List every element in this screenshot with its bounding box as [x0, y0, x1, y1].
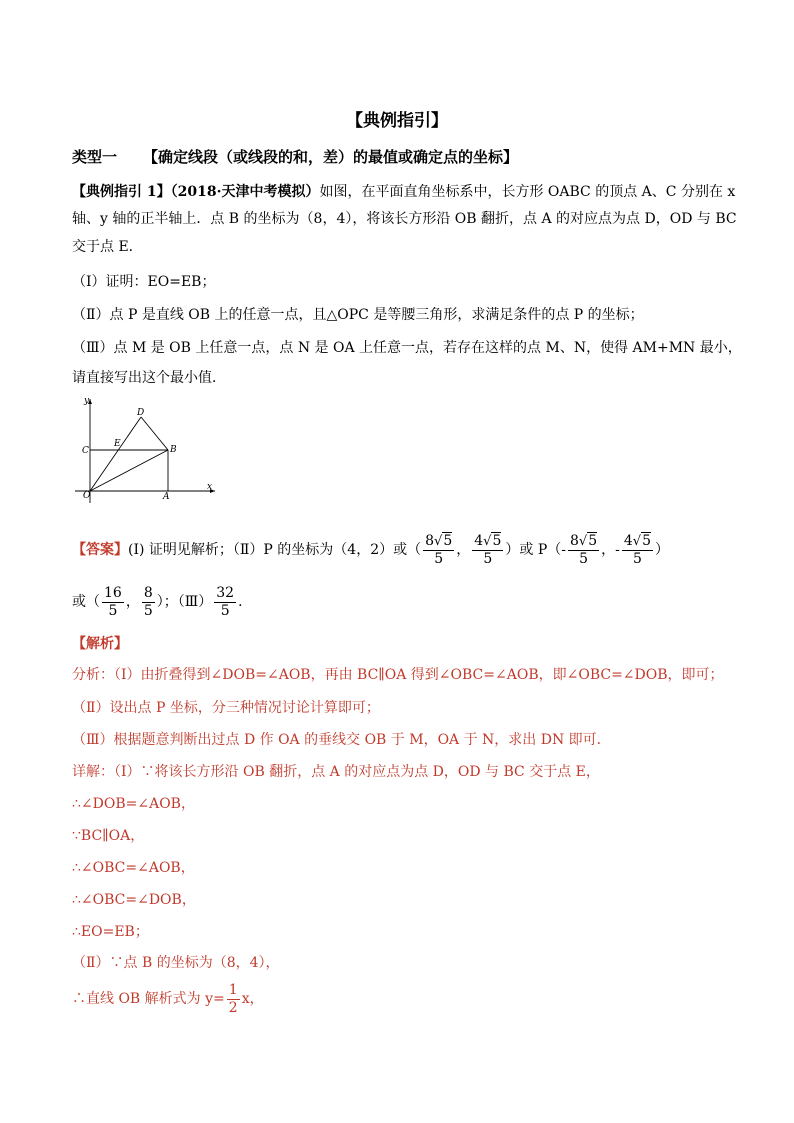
- label-y: y: [84, 396, 90, 406]
- problem-line-1: 【典例指引 1】（2018·天津中考模拟）如图，在平面直角坐标系中，长方形 OABC 的顶点 A、C 分别在 x: [72, 184, 736, 200]
- fraction: $\frac{4√5}{5}$: [623, 532, 652, 567]
- segment-od: [90, 417, 141, 491]
- label-c: C: [82, 446, 89, 456]
- fraction: $\frac{4√5}{5}$: [474, 532, 502, 567]
- question-2: （Ⅱ）点 P 是直线 OB 上的任意一点，且△OPC 是等腰三角形，求满足条件的点 P 的坐标；: [72, 307, 644, 323]
- type-title: 【确定线段（或线段的和，差）的最值或确定点的坐标】: [143, 148, 519, 166]
- answer-line-1: 【答案】(I) 证明见解析；（Ⅱ）P 的坐标为（4，2）或（ $\frac{8√5}{5}$ ， $\frac{4√5}{5}$ ）或 P（- $\frac{8√5}{5}$ ，- $\frac{4√5}{5}$ ）: [72, 532, 670, 567]
- geometry-figure: [65, 393, 225, 508]
- label-e: E: [114, 439, 121, 449]
- problem-line-3: 交于点 E．: [72, 239, 143, 255]
- analysis-line-1: 分析：（Ⅰ）由折叠得到∠DOB=∠AOB，再由 BC∥OA 得到∠OBC=∠AOB，即∠OBC=∠DOB，即可；: [72, 667, 724, 683]
- question-3a: （Ⅲ）点 M 是 OB 上任意一点，点 N 是 OA 上任意一点，若存在这样的点 M、N，使得 AM+MN 最小，: [72, 340, 742, 356]
- label-d: D: [137, 408, 145, 418]
- answer-tag: 【答案】: [72, 542, 128, 558]
- fraction: $\frac{32}{5}$: [216, 584, 235, 619]
- analysis-line-7: ∴∠OBC=∠AOB，: [72, 860, 195, 876]
- segment-ob: [90, 450, 168, 491]
- label-a: A: [163, 492, 170, 502]
- page-title: 【典例指引】: [346, 111, 448, 131]
- fraction: $\frac{16}{5}$: [104, 584, 122, 619]
- problem-tag: 【典例指引 1】: [72, 184, 171, 200]
- type-heading: [72, 146, 518, 167]
- analysis-line-11: ∴直线 OB 解析式为 y= $\frac{1}{2}$ x，: [72, 981, 264, 1016]
- question-3b: 请直接写出这个最小值．: [72, 370, 226, 386]
- analysis-line-6: ∵BC∥OA，: [72, 828, 145, 844]
- analysis-line-4: 详解：（Ⅰ）∵将该长方形沿 OB 翻折，点 A 的对应点为点 D，OD 与 BC 交于点 E，: [72, 764, 600, 780]
- type-label: 类型一: [72, 148, 118, 166]
- question-1: （I）证明：EO=EB；: [72, 274, 216, 290]
- fraction: $\frac{8√5}{5}$: [570, 532, 598, 567]
- analysis-line-3: （Ⅲ）根据题意判断出过点 D 作 OA 的垂线交 OB 于 M，OA 于 N，求出 DN 即可．: [72, 732, 611, 748]
- fraction: $\frac{1}{2}$: [228, 981, 238, 1016]
- analysis-line-9: ∴EO=EB；: [72, 924, 149, 940]
- analysis-line-10: （Ⅱ）∵点 B 的坐标为（8，4），: [72, 955, 280, 971]
- fraction: $\frac{8√5}{5}$: [425, 532, 453, 567]
- label-x: x: [207, 482, 213, 492]
- label-o: O: [83, 491, 91, 501]
- analysis-line-5: ∴∠DOB=∠AOB，: [72, 796, 195, 812]
- analysis-line-2: （Ⅱ）设出点 P 坐标，分三种情况讨论计算即可；: [72, 700, 380, 716]
- problem-source: （2018·天津中考模拟）: [170, 184, 320, 200]
- answer-line-2: 或（ $\frac{16}{5}$ ， $\frac{8}{5}$ ）；（Ⅲ） $\frac{32}{5}$ ．: [72, 584, 253, 619]
- fraction: $\frac{8}{5}$: [143, 584, 153, 619]
- problem-line-2: 轴、y 轴的正半轴上．点 B 的坐标为（8，4），将该长方形沿 OB 翻折，点 A 的对应点为点 D，OD 与 BC: [72, 211, 737, 227]
- analysis-line-8: ∴∠OBC=∠DOB，: [72, 892, 196, 908]
- label-b: B: [170, 445, 177, 455]
- segment-db: [141, 417, 168, 450]
- analysis-tag: 【解析】: [72, 636, 128, 652]
